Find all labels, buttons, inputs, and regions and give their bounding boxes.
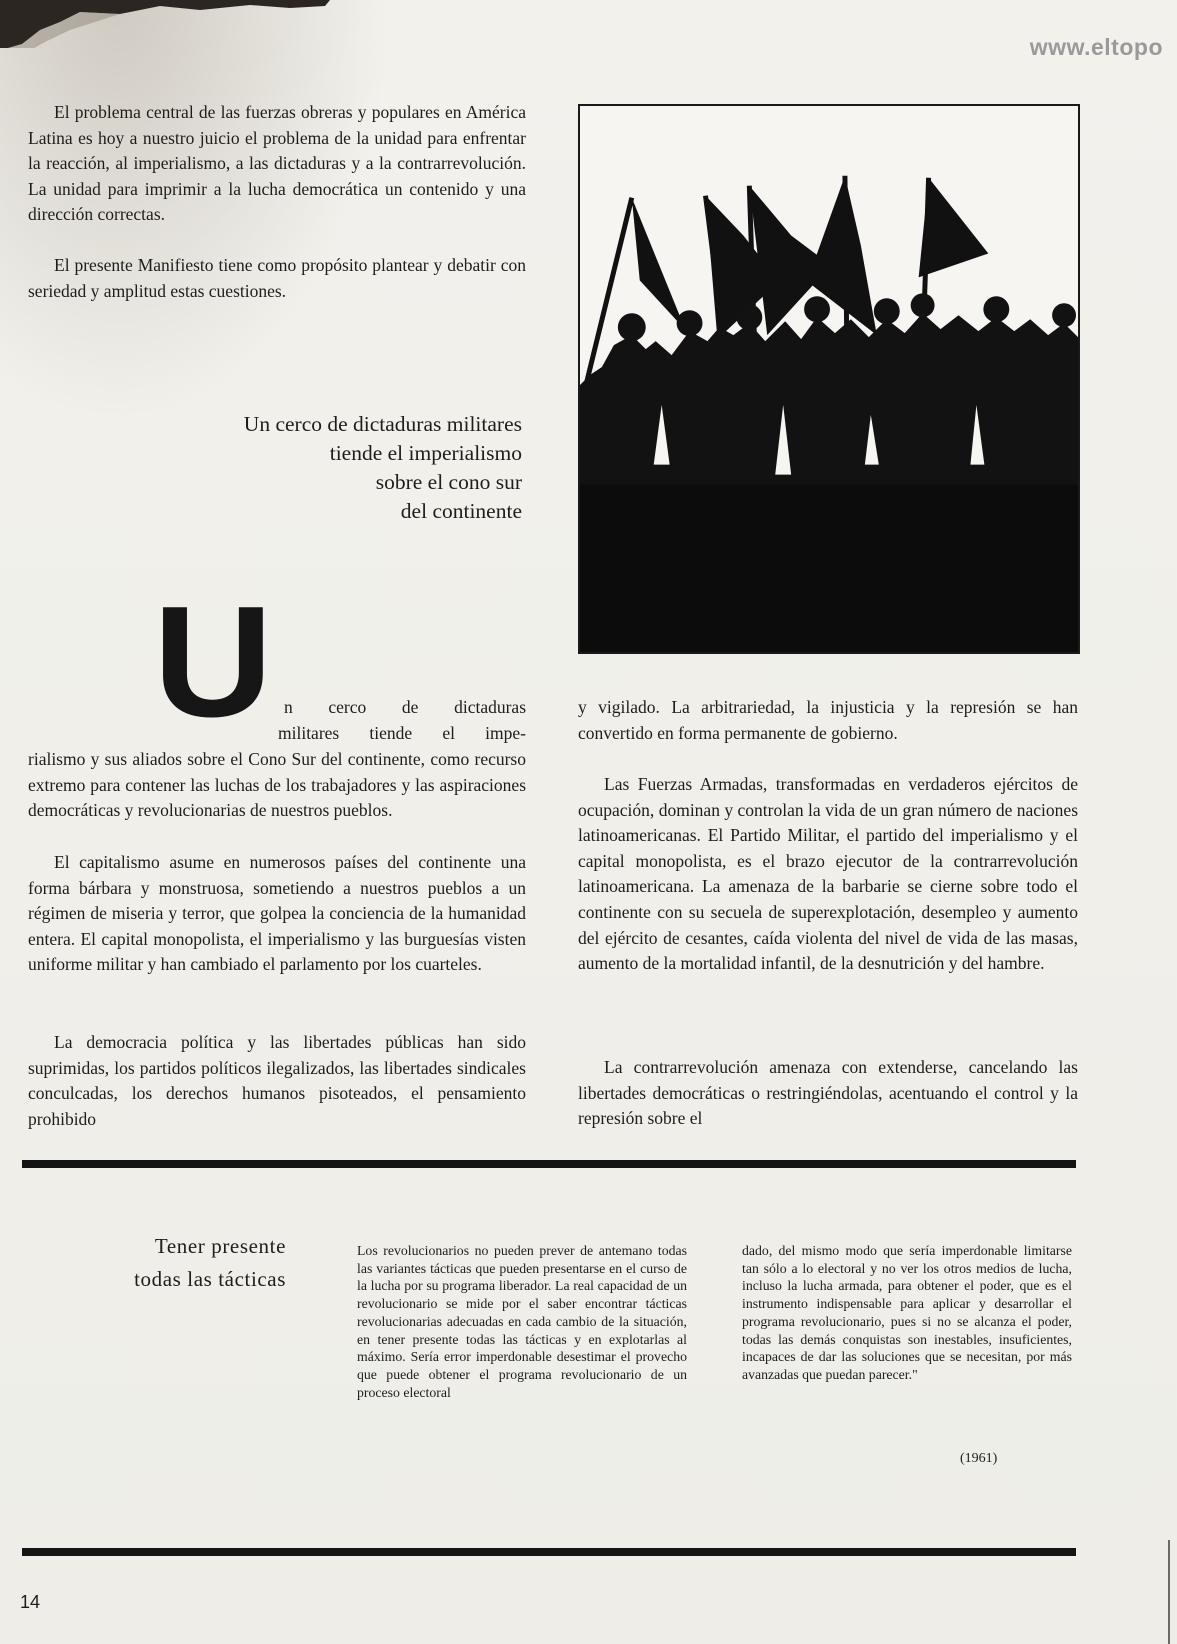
horizontal-rule-bottom [22,1548,1076,1556]
page-number: 14 [20,1592,41,1612]
box-title-line: todas las tácticas [134,1267,286,1291]
left-column-paragraph-3: La democracia política y las libertades públicas han sido suprimidas, los partidos políticos ilegalizados, las libertades sindicales conculcadas, los derechos humanos pisoteados, el pensamiento prohibido [28,1032,526,1129]
intro-paragraph-1: El problema central de las fuerzas obreras y populares en América Latina es hoy a nuestro juicio el problema de la unidad para enfrentar la reacción, al imperialismo, a las dictaduras y a la contrarrevolución. La unidad para imprimir a la lucha democrática un contenido y una dirección correctas. [28,102,526,225]
drop-cap-letter: U [153,574,273,750]
quote-year: (1961) [960,1451,998,1466]
right-column-paragraph-3: La contrarrevolución amenaza con extenderse, cancelando las libertades democráticas o restringiéndolas, acentuando el control y la represión sobre el [578,1057,1078,1129]
watermark-url[interactable]: www.eltopo [1029,34,1163,60]
lead-line-2: militares tiende el impe- [278,723,526,743]
protest-flags-photo [578,104,1080,654]
left-column-paragraph-2: El capitalismo asume en numerosos países del continente una forma bárbara y monstruosa, sometiendo a nuestros pueblos a un régimen de miseria y terror, que golpea la conciencia de la humanidad entera. El capital monopolista, el imperialismo y las burguesías visten uniforme militar y han cambiado el parlamento por los cuarteles. [28,852,526,975]
subheading-line: sobre el cono sur [375,470,522,494]
sidebar-box-column-2: dado, del mismo modo que sería imperdonable limitarse tan sólo a lo electoral y no ver los otros medios de lucha, incluso la lucha armada, para obtener el poder, que es el instrumento indispensable para aplicar y desarrollar el programa revolucionario, pues si no se alcanza el poder, todas las demás conquistas son inestables, insuficientes, incapaces de dar las soluciones que se necesitan, por más avanzadas que puedan parecer." [742,1243,1072,1382]
horizontal-rule-top [22,1160,1076,1168]
subheading-line: tiende el imperialismo [329,441,522,465]
left-column-paragraph-1: rialismo y sus aliados sobre el Cono Sur del continente, como recurso extremo para contener las luchas de los trabajadores y las aspiraciones democráticas y revolucionarias de nuestros pueblos. [28,749,526,821]
section-subheading [160,410,522,526]
sidebar-box-column-1: Los revolucionarios no pueden prever de antemano todas las variantes tácticas que pueden presentarse en el curso de la lucha por su programa liberador. La real capacidad de un revolucionario se mide por el saber encontrar tácticas revolucionarias adecuadas en cada cambio de la situación, en tener presente todas las tácticas y en explotarlas al máximo. Sería error imperdonable desestimar el provecho que puede obtener el programa revolucionario de un proceso electoral [357,1243,687,1400]
right-column-paragraph-2: Las Fuerzas Armadas, transformadas en verdaderos ejércitos de ocupación, dominan y controlan la vida de un gran número de naciones latinoamericanas. El Partido Militar, el partido del imperialismo y el capital monopolista, es el brazo ejecutor de la contrarrevolución latinoamericana. La amenaza de la barbarie se cierne sobre todo el continente con su secuela de superexplotación, desempleo y aumento del ejército de cesantes, caída violenta del nivel de vida de las masas, aumento de la mortalidad infantil, de la desnutrición y del hambre. [578,774,1078,974]
burned-edge [0,0,330,48]
binding-edge-line [1168,1540,1170,1644]
subheading-line: del continente [400,499,522,523]
subheading-line: Un cerco de dictaduras militares [243,412,522,436]
lead-line-1: n cerco de dictaduras [284,697,526,717]
intro-paragraph-2: El presente Manifiesto tiene como propósito plantear y debatir con seriedad y amplitud estas cuestiones. [28,255,526,301]
sidebar-box-title [96,1230,286,1296]
right-column-paragraph-1: y vigilado. La arbitrariedad, la injusticia y la represión se han convertido en forma permanente de gobierno. [578,697,1078,743]
box-title-line: Tener presente [154,1234,286,1258]
